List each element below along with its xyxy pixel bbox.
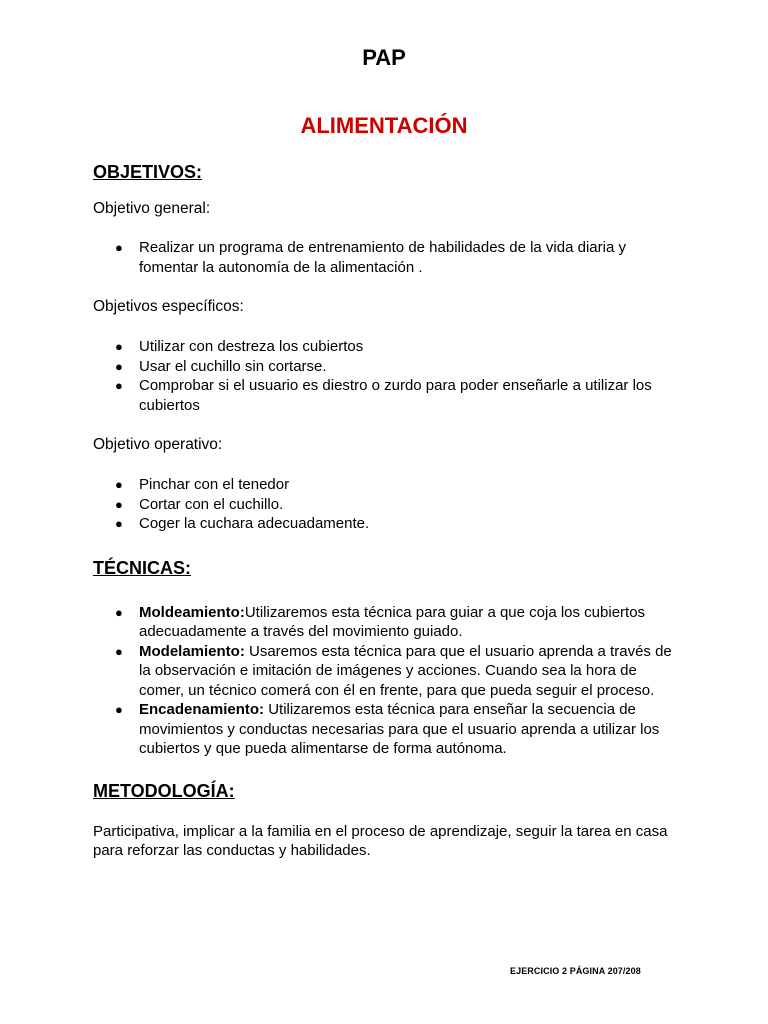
page-footer: EJERCICIO 2 PÁGINA 207/208	[510, 966, 641, 976]
objetivo-general-list	[93, 238, 683, 277]
list-item-text: Cortar con el cuchillo.	[139, 495, 284, 513]
list-item	[93, 642, 683, 701]
list-item	[93, 700, 683, 759]
bullet-icon: ●	[115, 702, 123, 717]
list-item	[93, 475, 683, 495]
bullet-icon: ●	[115, 358, 123, 374]
technique-description: Utilizaremos esta técnica para guiar a que coja los cubiertos adecuadamente a través del movimiento guiado.	[139, 603, 646, 640]
list-item	[93, 238, 683, 277]
list-item-text: Utilizar con destreza los cubiertos	[139, 338, 364, 355]
document-body	[93, 160, 683, 861]
bullet-icon: ●	[115, 604, 123, 620]
objetivo-operativo-list	[93, 475, 683, 534]
list-item-text: Pinchar con el tenedor	[139, 476, 290, 493]
section-heading-metodologia: METODOLOGÍA:	[93, 780, 235, 801]
bullet-icon: ●	[115, 378, 123, 393]
list-item	[93, 337, 683, 357]
bullet-icon: ●	[115, 240, 123, 255]
technique-term: Modelamiento:	[139, 642, 245, 660]
objetivos-especificos-list	[93, 337, 683, 415]
technique-term: Encadenamiento:	[139, 701, 265, 718]
tecnicas-list	[93, 603, 683, 759]
bullet-icon: ●	[115, 516, 123, 531]
list-item	[93, 514, 683, 534]
list-item	[93, 603, 683, 642]
document-subtitle: ALIMENTACIÓN	[300, 113, 468, 138]
document-title: PAP	[362, 45, 406, 70]
list-item-text: Comprobar si el usuario es diestro o zurdo para poder enseñarle a utilizar los cubiertos	[139, 377, 652, 414]
objetivo-general-label: Objetivo general:	[93, 200, 211, 217]
technique-description: Utilizaremos esta técnica para enseñar la secuencia de movimientos y conductas necesarias para que el usuario aprenda a utilizar los cubiertos y que pueda alimentarse de forma autónoma.	[139, 701, 660, 757]
bullet-icon: ●	[115, 496, 123, 512]
bullet-icon: ●	[115, 643, 123, 659]
objetivos-especificos-label: Objetivos específicos:	[93, 298, 244, 315]
technique-description: Usaremos esta técnica para que el usuario aprenda a través de la observación e imitación de imágenes y acciones. Cuando sea la hora de comer, un técnico comerá con él en frente, para que pueda seguir el proceso.	[139, 642, 672, 699]
technique-term: Moldeamiento:	[139, 603, 245, 621]
list-item	[93, 495, 683, 515]
list-item-text: Coger la cuchara adecuadamente.	[139, 515, 370, 532]
bullet-icon: ●	[115, 477, 123, 492]
metodologia-text: Participativa, implicar a la familia en el proceso de aprendizaje, seguir la tarea en casa para reforzar las conductas y habilidades.	[93, 822, 668, 859]
bullet-icon: ●	[115, 339, 123, 354]
objetivo-operativo-label: Objetivo operativo:	[93, 436, 223, 453]
list-item	[93, 376, 683, 415]
list-item-text: Realizar un programa de entrenamiento de habilidades de la vida diaria y fomentar la autonomía de la alimentación .	[139, 239, 626, 276]
section-heading-tecnicas: TÉCNICAS:	[93, 557, 191, 578]
section-heading-objetivos: OBJETIVOS:	[93, 162, 203, 182]
list-item	[93, 357, 683, 377]
list-item-text: Usar el cuchillo sin cortarse.	[139, 357, 327, 375]
